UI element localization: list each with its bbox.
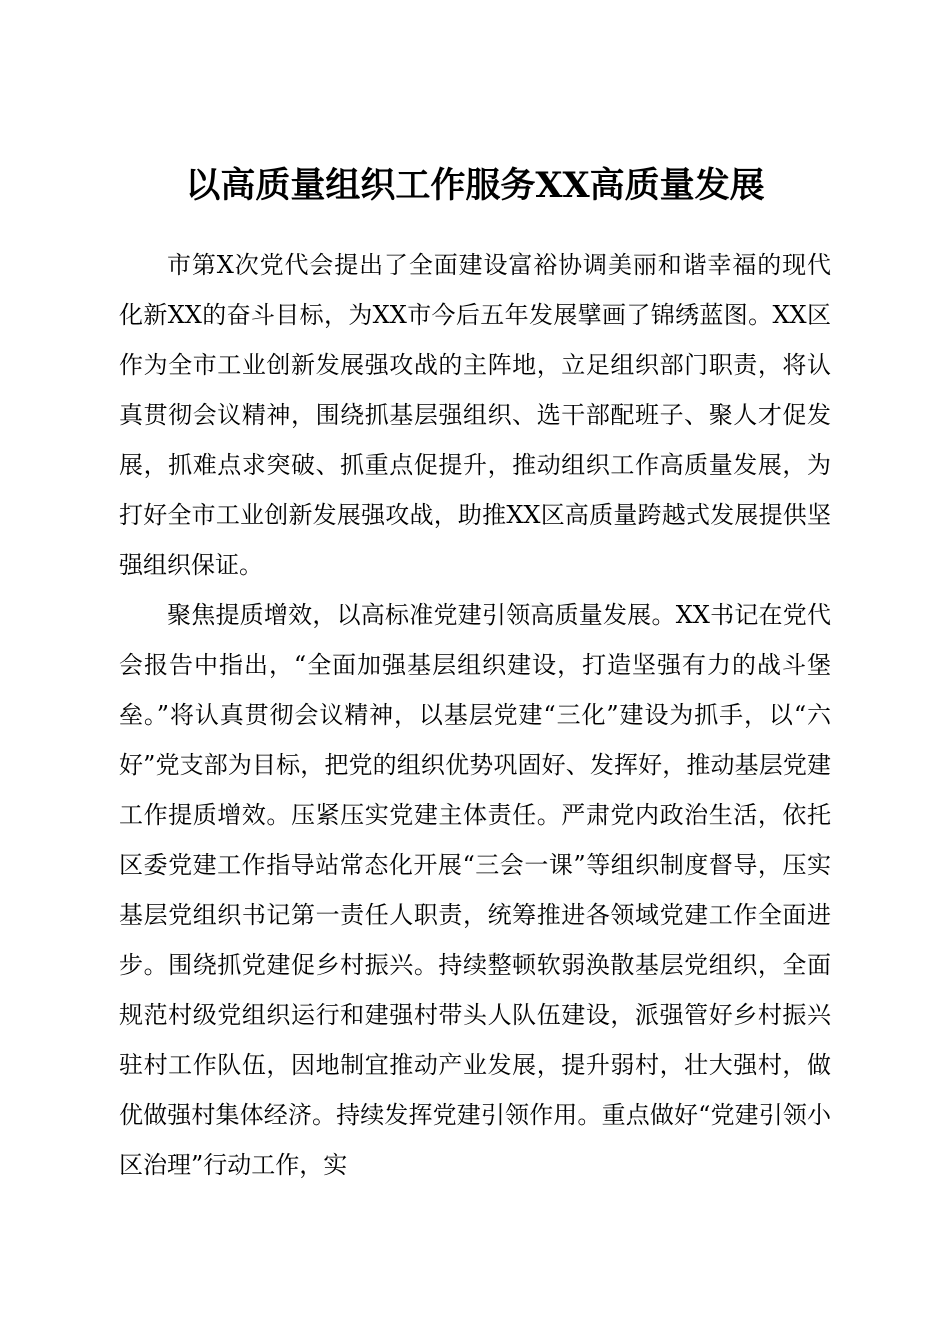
paragraph-2: 聚焦提质增效，以高标准党建引领高质量发展。XX书记在党代会报告中指出，“全面加强基层组织建设，打造坚强有力的战斗堡垒。”将认真贯彻会议精神，以基层党建“三化”建设为抓手，以“六好”党支部为目标，把党的组织优势巩固好、发挥好，推动基层党建工作提质增效。压紧压实党建主体责任。严肃党内政治生活，依托区委党建工作指导站常态化开展“三会一课”等组织制度督导，压实基层党组织书记第一责任人职责，统筹推进各领域党建工作全面进步。围绕抓党建促乡村振兴。持续整顿软弱涣散基层党组织，全面规范村级党组织运行和建强村带头人队伍建设，派强管好乡村振兴驻村工作队伍，因地制宜推动产业发展，提升弱村，壮大强村，做优做强村集体经济。持续发挥党建引领作用。重点做好“党建引领小区治理”行动工作，实	[119, 601, 831, 1179]
document-title: 以高质量组织工作服务XX高质量发展	[185, 165, 765, 206]
paragraph-1: 市第X次党代会提出了全面建设富裕协调美丽和谐幸福的现代化新XX的奋斗目标，为XX市今后五年发展擘画了锦绣蓝图。XX区作为全市工业创新发展强攻战的主阵地，立足组织部门职责，将认真贯彻会议精神，围绕抓基层强组织、选干部配班子、聚人才促发展，抓难点求突破、抓重点促提升，推动组织工作高质量发展，为打好全市工业创新发展强攻战，助推XX区高质量跨越式发展提供坚强组织保证。	[119, 251, 831, 579]
document-body	[119, 240, 831, 1190]
